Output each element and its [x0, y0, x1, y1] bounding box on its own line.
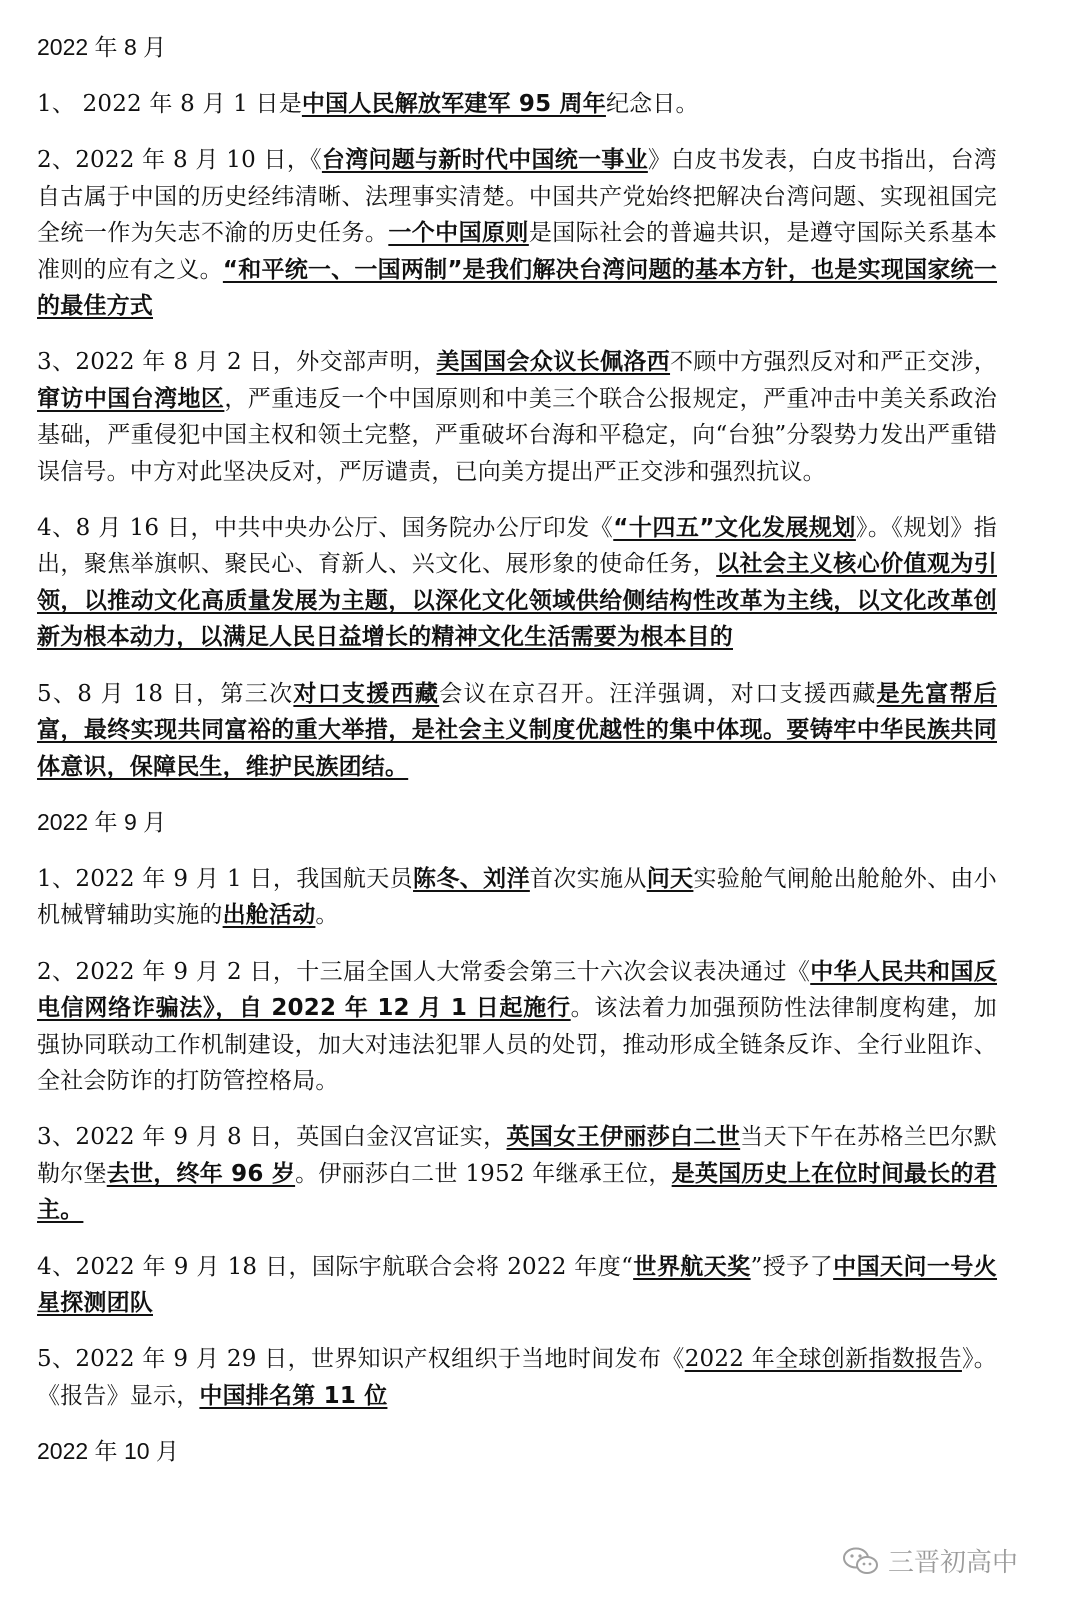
- body-text: 3、2022 年 8 月 2 日，外交部声明，: [37, 349, 437, 376]
- key-point-text: 英国女王伊丽莎白二世: [506, 1124, 741, 1151]
- body-text: ”授予了: [750, 1253, 834, 1280]
- body-text: 3、2022 年 9 月 8 日，英国白金汉宫证实，: [37, 1124, 507, 1151]
- month-heading: 2022 年 10 月: [37, 1438, 179, 1465]
- body-text: 是国际社会的普遍共识，是遵守国际关系基本准则的应有之义。: [37, 220, 998, 283]
- body-text: 》。《规划》指出，聚焦举旗帜、聚民心、育新人、兴文化、展形象的使命任务，: [37, 515, 998, 578]
- body-text: 2、2022 年 8 月 10 日，《: [37, 147, 322, 174]
- key-point-text: 台湾问题与新时代中国统一事业: [321, 147, 648, 174]
- key-point-text: 中国人民解放军建军 95 周年: [301, 91, 606, 117]
- body-text: 1、 2022 年 8 月 1 日是: [37, 91, 302, 117]
- body-text: 5、2022 年 9 月 29 日，世界知识产权组织于当地时间发布《: [37, 1346, 685, 1373]
- key-point-text: 中国天问一号火星探测团队: [37, 1253, 998, 1316]
- key-point-text: 是先富帮后富，最终实现共同富裕的重大举措，是社会主义制度优越性的集中体现。要铸牢中华民族共同体意识，保障民生，维护民族团结。: [37, 680, 997, 780]
- news-item: [37, 954, 997, 1100]
- body-text: 不顾中方强烈反对和严正交涉，: [670, 349, 997, 376]
- body-text: 。伊丽莎白二世 1952 年继承王位，: [295, 1160, 672, 1187]
- body-text: 4、8 月 16 日，中共中央办公厅、国务院办公厅印发《: [37, 515, 614, 542]
- key-point-text: 2022 年全球创新指数报告: [684, 1346, 962, 1373]
- news-item: [37, 861, 997, 934]
- body-text: 》。《报告》显示，: [37, 1346, 997, 1409]
- body-text: 首次实施从: [529, 865, 647, 892]
- body-text: 2、2022 年 9 月 2 日，十三届全国人大常委会第三十六次会议表决通过《: [37, 958, 811, 985]
- key-point-text: 美国国会众议长佩洛西: [436, 349, 671, 376]
- body-text: 。: [315, 902, 339, 929]
- body-text: 5、8 月 18 日，第三次: [37, 680, 294, 707]
- key-point-text: 一个中国原则: [388, 220, 529, 247]
- watermark-text: 三晋初高中: [887, 1548, 1018, 1578]
- news-item: [37, 86, 997, 122]
- wechat-icon: [842, 1546, 880, 1576]
- key-point-text: 中国排名第 11 位: [199, 1382, 388, 1409]
- body-text: 4、2022 年 9 月 18 日，国际宇航联合会将 2022 年度“: [37, 1253, 634, 1280]
- body-text: 》白皮书发表，白皮书指出，台湾自古属于中国的历史经纬清晰、法理事实清楚。中国共产党始终把解决台湾问题、实现祖国完全统一作为矢志不渝的历史任务。: [37, 147, 998, 247]
- key-point-text: “和平统一、一国两制”是我们解决台湾问题的基本方针，也是实现国家统一的最佳方式: [37, 256, 997, 320]
- body-text: 实验舱气闸舱出舱舱外、由小机械臂辅助实施的: [37, 865, 998, 929]
- watermark: [842, 1542, 1018, 1579]
- key-point-text: “十四五”文化发展规划: [613, 515, 856, 542]
- key-point-text: 世界航天奖: [633, 1253, 751, 1280]
- body-text: 当天下午在苏格兰巴尔默勒尔堡: [37, 1124, 998, 1187]
- body-text: ，严重违反一个中国原则和中美三个联合公报规定，严重冲击中美关系政治基础，严重侵犯中国主权和领土完整，严重破坏台海和平稳定，向“台独”分裂势力发出严重错误信号。中方对此坚决反对，严厉谴责，已向美方提出严正交涉和强烈抗议。: [37, 385, 997, 485]
- news-item: [37, 344, 997, 490]
- body-text: 1、2022 年 9 月 1 日，我国航天员: [37, 865, 414, 892]
- key-point-text: 对口支援西藏: [293, 680, 440, 707]
- news-item: [37, 1119, 997, 1228]
- key-point-text: 去世，终年 96 岁: [106, 1160, 296, 1187]
- key-point-text: 是英国历史上在位时间最长的君主。: [37, 1160, 997, 1224]
- body-text: 纪念日。: [605, 91, 699, 117]
- news-item: [37, 676, 997, 785]
- news-item: [37, 1249, 997, 1322]
- news-item: [37, 510, 997, 656]
- month-heading: 2022 年 8 月: [37, 34, 167, 60]
- key-point-text: 问天: [646, 865, 694, 892]
- key-point-text: 中华人民共和国反电信网络诈骗法》，自 2022 年 12 月 1 日起施行: [37, 958, 997, 1022]
- news-item: [37, 142, 997, 324]
- key-point-text: 陈冬、刘洋: [413, 865, 530, 892]
- body-text: 会议在京召开。汪洋强调，对口支援西藏: [439, 680, 877, 707]
- month-heading: 2022 年 9 月: [37, 808, 167, 835]
- body-text: 。该法着力加强预防性法律制度构建，加强协同联动工作机制建设，加大对违法犯罪人员的处罚，推动形成全链条反诈、全行业阻诈、全社会防诈的打防管控格局。: [37, 995, 997, 1094]
- key-point-text: 出舱活动: [222, 902, 316, 929]
- document-body: [37, 30, 997, 1490]
- key-point-text: 以社会主义核心价值观为引领，以推动文化高质量发展为主题，以深化文化领域供给侧结构性改革为主线，以文化改革创新为根本动力，以满足人民日益增长的精神文化生活需要为根本目的: [37, 551, 997, 651]
- key-point-text: 窜访中国台湾地区: [37, 385, 225, 412]
- news-item: [37, 1341, 997, 1414]
